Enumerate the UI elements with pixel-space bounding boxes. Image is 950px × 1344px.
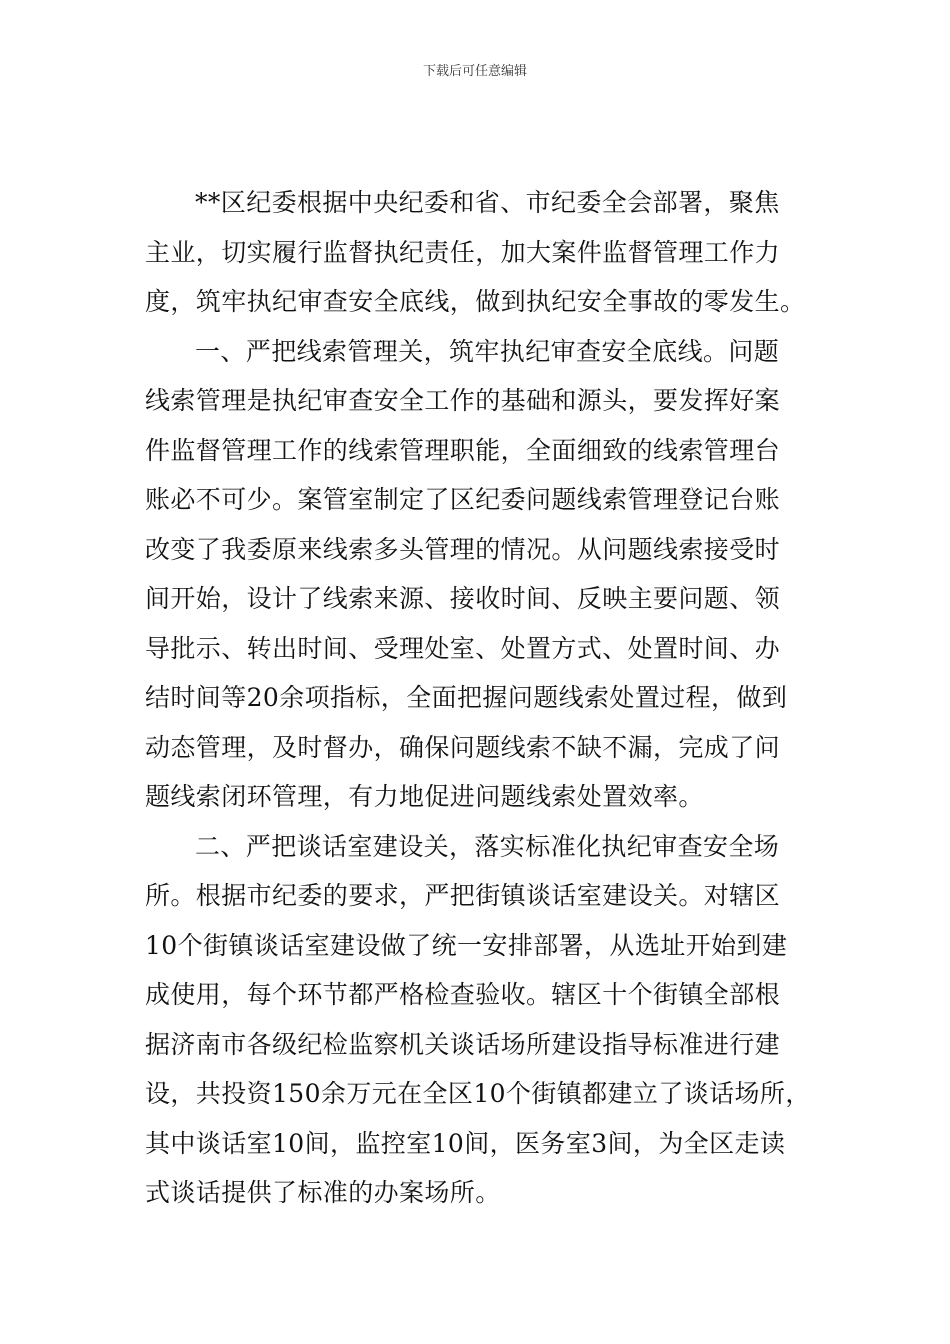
paragraph-line: 度，筑牢执纪审查安全底线，做到执纪安全事故的零发生。 (145, 287, 806, 316)
paragraph-line: 10个街镇谈话室建设做了统一安排部署，从选址开始到建 (145, 930, 788, 960)
paragraph-line: 所。根据市纪委的要求，严把街镇谈话室建设关。对辖区 (145, 881, 781, 910)
paragraph-section-two (145, 822, 811, 1218)
paragraph-line: 件监督管理工作的线索管理职能，全面细致的线索管理台 (145, 435, 781, 465)
paragraph-line: 动态管理，及时督办，确保问题线索不缺不漏，完成了问 (145, 732, 781, 762)
paragraph-line: 其中谈话室10间，监控室10间，医务室3间，为全区走读 (145, 1128, 786, 1158)
paragraph-line: 账必不可少。案管室制定了区纪委问题线索管理登记台账 (145, 485, 781, 514)
paragraph-line: 主业，切实履行监督执纪责任，加大案件监督管理工作力 (145, 237, 781, 267)
document-body (145, 178, 811, 1218)
paragraph-line: 式谈话提供了标准的办案场所。 (145, 1178, 501, 1207)
paragraph-line: **区纪委根据中央纪委和省、市纪委全会部署，聚焦 (195, 188, 780, 217)
paragraph-line: 成使用，每个环节都严格检查验收。辖区十个街镇全部根 (145, 980, 781, 1009)
paragraph-line: 题线索闭环管理，有力地促进问题线索处置效率。 (145, 782, 704, 811)
paragraph-line: 结时间等20余项指标，全面把握问题线索处置过程，做到 (145, 683, 788, 712)
paragraph-section-one (145, 327, 807, 822)
paragraph-line: 线索管理是执纪审查安全工作的基础和源头，要发挥好案 (145, 386, 781, 415)
page-header: 下载后可任意编辑 (422, 64, 527, 79)
paragraph-line: 导批示、转出时间、受理处室、处置方式、处置时间、办 (145, 633, 781, 663)
paragraph-line: 一、严把线索管理关，筑牢执纪审查安全底线。问题 (195, 336, 780, 366)
paragraph-line: 二、严把谈话室建设关，落实标准化执纪审查安全场 (195, 831, 780, 861)
paragraph-line: 设，共投资150余万元在全区10个街镇都建立了谈话场所， (145, 1079, 811, 1108)
paragraph-line: 改变了我委原来线索多头管理的情况。从问题线索接受时 (145, 534, 781, 564)
paragraph-intro (145, 178, 807, 327)
paragraph-line: 间开始，设计了线索来源、接收时间、反映主要问题、领 (145, 584, 781, 613)
paragraph-line: 据济南市各级纪检监察机关谈话场所建设指导标准进行建 (145, 1029, 781, 1059)
